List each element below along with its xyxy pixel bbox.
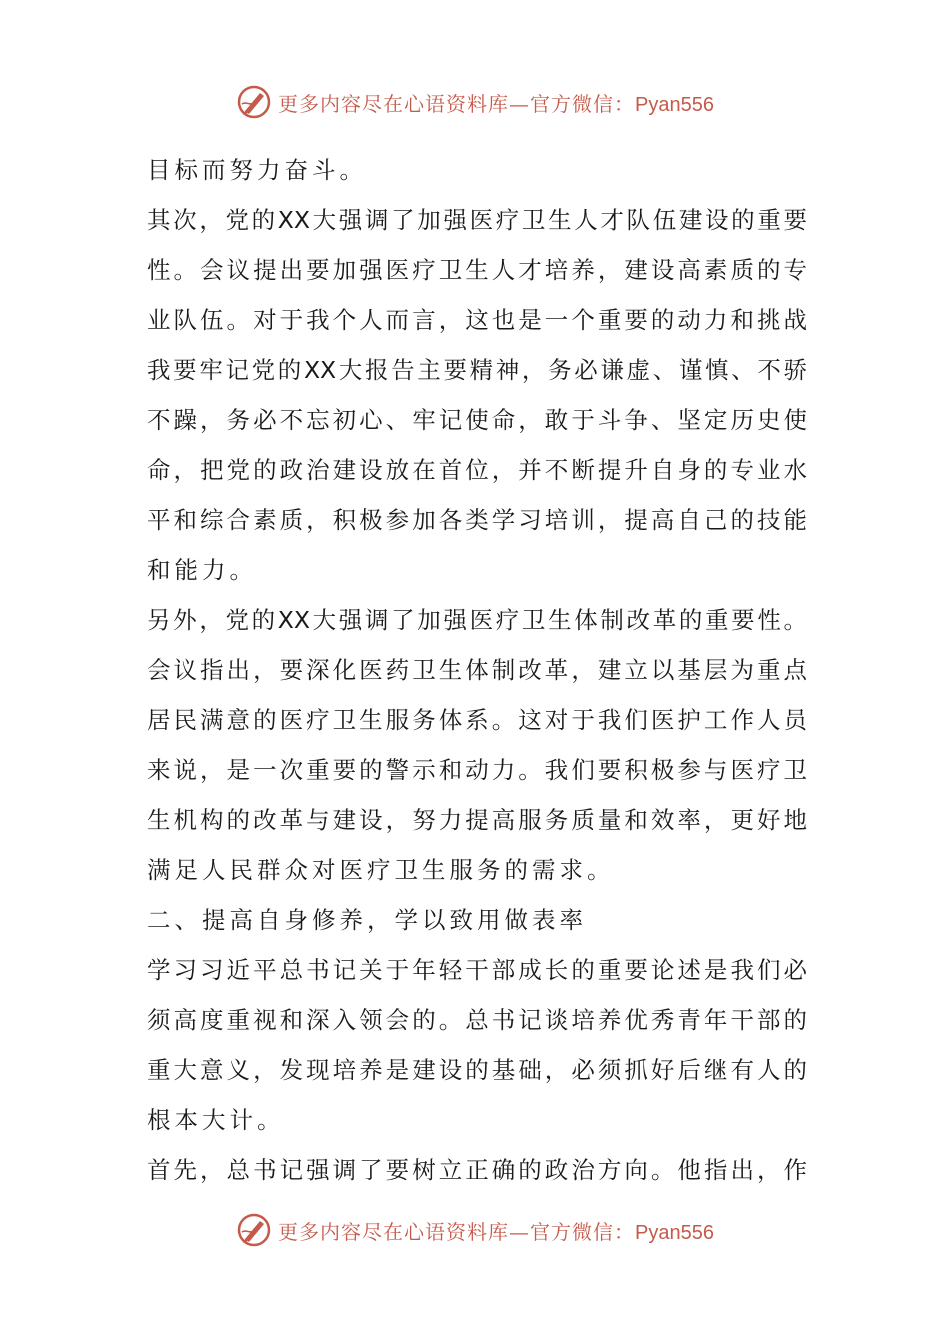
text-line: 会议指出，要深化医药卫生体制改革，建立以基层为重点 (147, 656, 807, 684)
text-line: 平和综合素质，积极参加各类学习培训，提高自己的技能 (147, 506, 807, 534)
text-line: 业队伍。对于我个人而言，这也是一个重要的动力和挑战 (147, 306, 807, 334)
footer-banner (0, 1210, 950, 1250)
text-line: 不躁，务必不忘初心、牢记使命，敢于斗争、坚定历史使 (147, 406, 807, 434)
text-line: 满足人民群众对医疗卫生服务的需求。 (147, 856, 615, 884)
footer-banner-wechat-id: Pyan556 (635, 1221, 714, 1244)
header-banner-wechat-id: Pyan556 (635, 93, 714, 116)
text-line: 居民满意的医疗卫生服务体系。这对于我们医护工作人员 (147, 706, 807, 734)
text-line: 学习习近平总书记关于年轻干部成长的重要论述是我们必 (147, 956, 807, 984)
text-line: 须高度重视和深入领会的。总书记谈培养优秀青年干部的 (147, 1006, 807, 1034)
header-banner-text: 更多内容尽在心语资料库—官方微信：Pyan556 (278, 91, 714, 116)
pen-logo-icon (236, 1212, 272, 1248)
pen-logo-icon (236, 84, 272, 120)
text-line: 目标而努力奋斗。 (147, 156, 367, 184)
text-line: 来说，是一次重要的警示和动力。我们要积极参与医疗卫 (147, 756, 807, 784)
text-line: 性。会议提出要加强医疗卫生人才培养，建设高素质的专 (147, 256, 807, 284)
text-line: 首先，总书记强调了要树立正确的政治方向。他指出，作 (147, 1156, 807, 1184)
footer-banner-text: 更多内容尽在心语资料库—官方微信：Pyan556 (278, 1219, 714, 1244)
header-banner (0, 82, 950, 122)
text-line: 我要牢记党的XX大报告主要精神，务必谦虚、谨慎、不骄 (147, 356, 807, 384)
text-line: 其次，党的XX大强调了加强医疗卫生人才队伍建设的重要 (147, 206, 807, 234)
section-heading: 二、提高自身修养，学以致用做表率 (147, 906, 587, 934)
text-line: 生机构的改革与建设，努力提高服务质量和效率，更好地 (147, 806, 807, 834)
text-line: 命，把党的政治建设放在首位，并不断提升自身的专业水 (147, 456, 807, 484)
text-line: 重大意义，发现培养是建设的基础，必须抓好后继有人的 (147, 1056, 807, 1084)
text-line: 根本大计。 (147, 1106, 285, 1134)
text-line: 和能力。 (147, 556, 257, 584)
text-line: 另外，党的XX大强调了加强医疗卫生体制改革的重要性。 (147, 606, 807, 634)
document-body (147, 145, 807, 1195)
